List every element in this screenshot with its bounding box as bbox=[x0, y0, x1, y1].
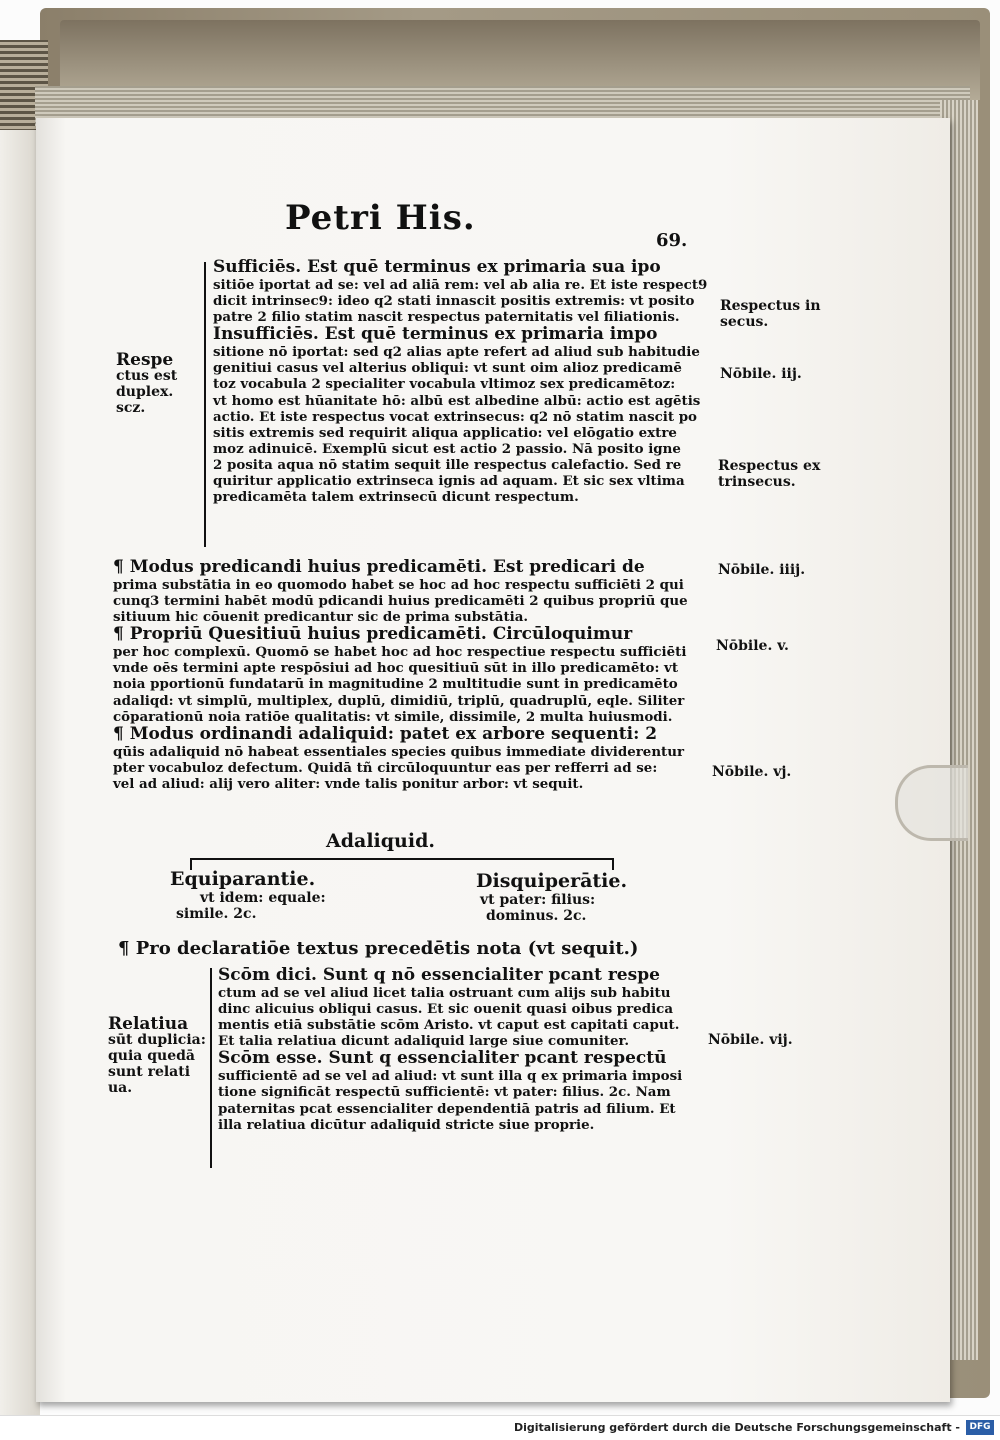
margin-note-nobile-vj: Nōbile. vj. bbox=[712, 764, 792, 780]
bookmark-clip bbox=[895, 765, 968, 841]
text-line: adaliqd: vt simplū, multiplex, duplū, dimidiū, triplū, quadruplū, eqle. Siliter bbox=[113, 692, 685, 709]
text-line: tione significāt respectū sufficientē: vt pater: filius. 2c. Nam bbox=[218, 1084, 671, 1101]
text-line: predicamēta talem extrinsecū dicunt respectum. bbox=[213, 489, 579, 506]
footer-credit: Digitalisierung gefördert durch die Deutsche Forschungsgemeinschaft - bbox=[513, 1421, 960, 1434]
section1-text bbox=[213, 258, 707, 505]
margin-line: sūt duplicia: bbox=[108, 1032, 206, 1048]
margin-line: Relatiua bbox=[108, 1014, 189, 1034]
text-line: dinc alicuius obliqui casus. Et sic ouenit quasi oibus predica bbox=[218, 1001, 673, 1018]
margin-line: Respectus ex bbox=[718, 458, 821, 474]
tree-root: Adaliquid. bbox=[326, 830, 435, 852]
text-line: moz adinuicē. Exemplū sicut est actio 2 passio. Nā posito igne bbox=[213, 440, 681, 457]
left-page-edge bbox=[0, 130, 40, 1415]
text-line: sitiuum hic cōuenit predicantur sic de prima substātia. bbox=[113, 609, 529, 626]
text-line: Scōm esse. Sunt q essencialiter pcant respectū bbox=[218, 1048, 667, 1069]
margin-line: scz. bbox=[116, 400, 146, 416]
footer-bar bbox=[0, 1415, 1000, 1440]
tree-right-line: vt pater: filius: bbox=[480, 892, 596, 908]
brace-section1 bbox=[204, 262, 206, 547]
text-line: ¶ Modus predicandi huius predicamēti. Est predicari de bbox=[113, 557, 645, 577]
margin-note-nobile-iiij: Nōbile. iiij. bbox=[718, 562, 806, 578]
declaration-heading: ¶ Pro declaratiōe textus precedētis nota (vt sequit.) bbox=[118, 938, 639, 959]
margin-line: ua. bbox=[108, 1080, 133, 1096]
tree-right-line: dominus. 2c. bbox=[486, 908, 587, 924]
text-line: vnde oēs termini apte respōsiui ad hoc quesitiuū sūt in illo predicamēto: vt bbox=[113, 660, 679, 677]
left-margin-relatiua bbox=[108, 1016, 206, 1096]
text-line: vt homo est hūanitate hō: albū est albedine albū: actio est agētis bbox=[213, 392, 701, 409]
text-line: qūis adaliquid nō habeat essentiales species quibus immediate dividerentur bbox=[113, 743, 685, 760]
margin-note-respectus-extrinsecus bbox=[718, 458, 820, 490]
text-line: genitiui casus vel alterius obliqui: vt sunt oim alioz predicamē bbox=[213, 360, 682, 377]
text-line: sitiōe iportat ad se: vel ad aliā rem: vel ab alia re. Et iste respect9 bbox=[213, 277, 708, 293]
tree-left-branch bbox=[170, 868, 326, 922]
tree-left-title: Equiparantie. bbox=[170, 868, 316, 890]
text-line: prima substātia in eo quomodo habet se hoc ad hoc respectu sufficiēti 2 qui bbox=[113, 577, 684, 593]
margin-line: ctus est bbox=[116, 368, 178, 384]
folio-number: 69. bbox=[656, 230, 688, 251]
text-line: illa relatiua dicūtur adaliquid stricte siue proprie. bbox=[218, 1116, 595, 1133]
text-line: sitis extremis sed requirit aliqua applicatio: vel elōgatio extre bbox=[213, 424, 677, 441]
brace-section3 bbox=[210, 968, 212, 1168]
text-line: cunq3 termini habēt modū pdicandi huius predicamēti 2 quibus propriū que bbox=[113, 593, 688, 610]
margin-note-respectus-insecus bbox=[720, 298, 821, 330]
text-line: Scōm dici. Sunt q nō essencialiter pcant respe bbox=[218, 965, 660, 985]
running-head: Petri His. bbox=[285, 198, 476, 238]
tree-right-title: Disquiperātie. bbox=[476, 870, 628, 892]
tree-left-line: simile. 2c. bbox=[176, 906, 257, 922]
margin-line: Respectus in bbox=[720, 298, 821, 314]
section2-text bbox=[113, 558, 688, 792]
text-line: Et talia relatiua dicunt adaliquid large siue comuniter. bbox=[218, 1033, 630, 1050]
text-line: quiritur applicatio extrinseca ignis ad aquam. Et sic sex vltima bbox=[213, 473, 685, 490]
text-line: paternitas pcat essencialiter dependentiā patris ad filium. Et bbox=[218, 1100, 676, 1117]
tree-brace-right bbox=[612, 858, 614, 870]
tree-right-branch bbox=[476, 870, 627, 924]
text-line: pter vocabuloz defectum. Quidā tñ circūloquuntur eas per refferri ad se: bbox=[113, 759, 658, 776]
text-line: per hoc complexū. Quomō se habet hoc ad hoc respectiue respectu sufficiēti bbox=[113, 644, 687, 661]
tree-left-line: vt idem: equale: bbox=[200, 890, 326, 906]
section3-text bbox=[218, 966, 682, 1133]
text-line: cōparationū noia ratiōe qualitatis: vt simile, dissimile, 2 multa huiusmodi. bbox=[113, 708, 673, 725]
margin-line: trinsecus. bbox=[718, 474, 796, 490]
text-line: 2 posita aqua nō statim sequit ille respectus calefactio. Sed re bbox=[213, 456, 682, 473]
text-line: mentis etiā substātie scōm Aristo. vt caput est capitati caput. bbox=[218, 1017, 680, 1034]
text-line: toz vocabula 2 specialiter vocabula vltimoz sex predicamētoz: bbox=[213, 376, 676, 393]
text-line: vel ad aliud: alij vero aliter: vnde talis ponitur arbor: vt sequit. bbox=[113, 775, 584, 792]
text-line: ¶ Modus ordinandi adaliquid: patet ex arbore sequenti: 2 bbox=[113, 723, 658, 744]
text-line: sufficientē ad se vel ad aliud: vt sunt illa q ex primaria imposi bbox=[218, 1068, 683, 1085]
margin-line: Respe bbox=[116, 350, 174, 370]
left-margin-respectus bbox=[116, 352, 177, 416]
text-line: actio. Et iste respectus vocat extrinsecus: q2 nō statim nascit po bbox=[213, 408, 697, 425]
text-line: patre 2 filio statim nascit respectus paternitatis vel filiationis. bbox=[213, 309, 680, 326]
margin-line: secus. bbox=[720, 314, 769, 330]
margin-line: quia quedā bbox=[108, 1048, 195, 1064]
text-line: Insufficiēs. Est quē terminus ex primaria impo bbox=[213, 324, 658, 345]
margin-line: sunt relati bbox=[108, 1064, 191, 1080]
margin-note-nobile-iij: Nōbile. iij. bbox=[720, 366, 802, 382]
dfg-logo-icon: DFG bbox=[966, 1420, 994, 1435]
margin-note-nobile-vij: Nōbile. vij. bbox=[708, 1032, 793, 1048]
text-line: noia pportionū fundatarū in magnitudine 2 multitudie sunt in predicamēto bbox=[113, 676, 678, 693]
text-line: ctum ad se vel aliud licet talia ostruant cum alijs sub habitu bbox=[218, 985, 671, 1001]
text-line: Sufficiēs. Est quē terminus ex primaria sua ipo bbox=[213, 257, 661, 277]
tree-brace bbox=[190, 858, 614, 860]
text-line: dicit intrinsec9: ideo q2 stati innascit positis extremis: vt posito bbox=[213, 293, 695, 310]
margin-note-nobile-v: Nōbile. v. bbox=[716, 638, 789, 654]
text-line: ¶ Propriū Quesitiuū huius predicamēti. Circūloquimur bbox=[113, 624, 633, 645]
text-line: sitione nō iportat: sed q2 alias apte refert ad aliud sub habitudie bbox=[213, 344, 700, 361]
margin-line: duplex. bbox=[116, 384, 174, 400]
